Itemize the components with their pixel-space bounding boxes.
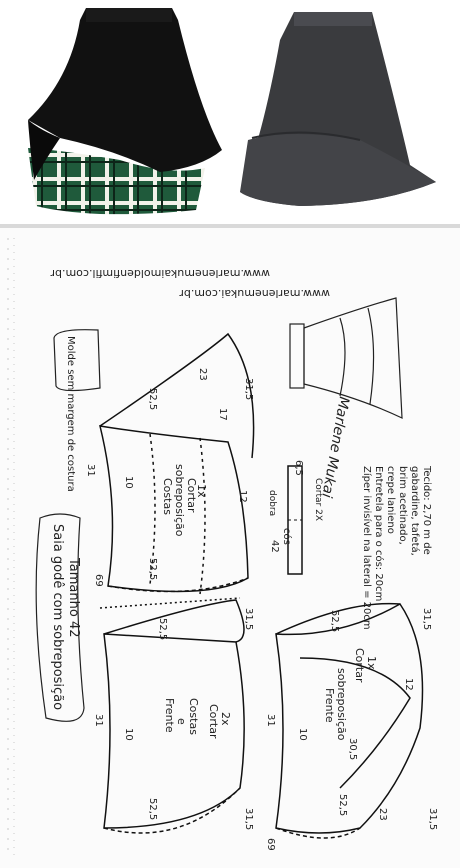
- waistband-m2: 6,5: [293, 460, 304, 476]
- waistband-piece: [267, 460, 323, 574]
- front-back-label-3: Costas: [187, 698, 200, 735]
- front-back-label-1: Frente: [163, 698, 176, 733]
- back-overlay-m5: 31: [85, 464, 96, 477]
- right-skirt-image: [240, 12, 436, 206]
- back-overlay-m8: 12: [237, 490, 248, 503]
- piece-front-overlay-text: [265, 608, 438, 851]
- back-overlay-m2: 23: [197, 368, 208, 381]
- materials-line-1: Tecido: 2,70 m de: [421, 466, 432, 555]
- back-overlay-m3: 31,5: [243, 378, 254, 401]
- front-back-label-5: 2x: [219, 712, 232, 726]
- back-overlay-label-4: 1x: [195, 484, 208, 498]
- front-overlay-label-3: Cortar: [353, 648, 366, 683]
- front-back-label-2: e: [175, 718, 188, 725]
- front-overlay-m10: 69: [265, 838, 276, 851]
- front-back-m3: 31: [93, 714, 104, 727]
- materials-line-2: gabardine, tafetá,: [409, 466, 420, 556]
- url-primary: www.marlenemukai.com.br: [179, 287, 330, 300]
- piece-back-overlay-text: [85, 368, 254, 587]
- notebook-margin: [8, 238, 14, 858]
- materials-line-6: Zíper invisível na lateral = 20cm: [361, 466, 372, 630]
- title-line-2: Tamanho 42: [66, 558, 81, 638]
- front-overlay-m8: 52,5: [337, 794, 348, 817]
- front-overlay-m4: 31: [265, 714, 276, 727]
- back-overlay-m7: 52,5: [147, 558, 158, 581]
- left-skirt-image: [28, 8, 222, 214]
- materials-line-4: crepe lanieno: [385, 466, 396, 534]
- front-overlay-m5: 10: [297, 728, 308, 741]
- front-back-m5: 52,5: [147, 798, 158, 821]
- waistband-cut: Cortar 2X: [313, 478, 323, 521]
- materials-line-5: Entretela para o cós: 20cm: [373, 466, 384, 602]
- front-overlay-m9: 31,5: [427, 808, 438, 831]
- front-overlay-m2: 31,5: [421, 608, 432, 631]
- front-back-m6: 31,5: [243, 808, 254, 831]
- signature: Marlene Mukai: [318, 395, 352, 499]
- front-back-label-4: Cortar: [207, 704, 220, 739]
- url-secondary: www.marlenemukaimoldenfimfil.com.br: [50, 267, 270, 280]
- waistband-label: cós: [281, 528, 292, 545]
- front-overlay-label-1: Frente: [323, 688, 336, 723]
- back-overlay-label-3: Cortar: [185, 478, 198, 513]
- pattern-title: [36, 514, 84, 721]
- front-overlay-m6: 30,5: [347, 738, 358, 761]
- materials-line-3: brim acetinado,: [397, 466, 408, 545]
- back-overlay-m4: 17: [217, 408, 228, 421]
- photo-strip: [0, 0, 460, 222]
- front-overlay-label-2: sobreposição: [335, 668, 348, 741]
- pattern-drawing: [0, 228, 460, 868]
- back-overlay-label-2: sobreposição: [173, 464, 186, 537]
- title-line-1: Saia godê com sobreposição: [50, 524, 65, 711]
- back-overlay-m6: 10: [123, 476, 134, 489]
- front-back-m1: 52,5: [157, 618, 168, 641]
- front-back-m4: 10: [123, 728, 134, 741]
- front-overlay-m3: 12: [403, 678, 414, 691]
- front-overlay-m7: 23: [377, 808, 388, 821]
- skirt-photos: [0, 0, 460, 222]
- front-overlay-m1: 52,5: [329, 610, 340, 633]
- pattern-sheet: [0, 228, 460, 868]
- waistband-dobra: dobra: [267, 490, 277, 517]
- front-overlay-label-4: 1x: [365, 656, 378, 670]
- front-back-m2: 31,5: [243, 608, 254, 631]
- back-overlay-label-1: Costas: [161, 478, 174, 515]
- back-overlay-m1: 52,5: [147, 388, 158, 411]
- back-overlay-m9: 69: [93, 574, 104, 587]
- piece-front-overlay: [276, 604, 423, 838]
- note-text: Molde sem margem de costura: [65, 336, 76, 492]
- waistband-m1: 42: [269, 540, 280, 553]
